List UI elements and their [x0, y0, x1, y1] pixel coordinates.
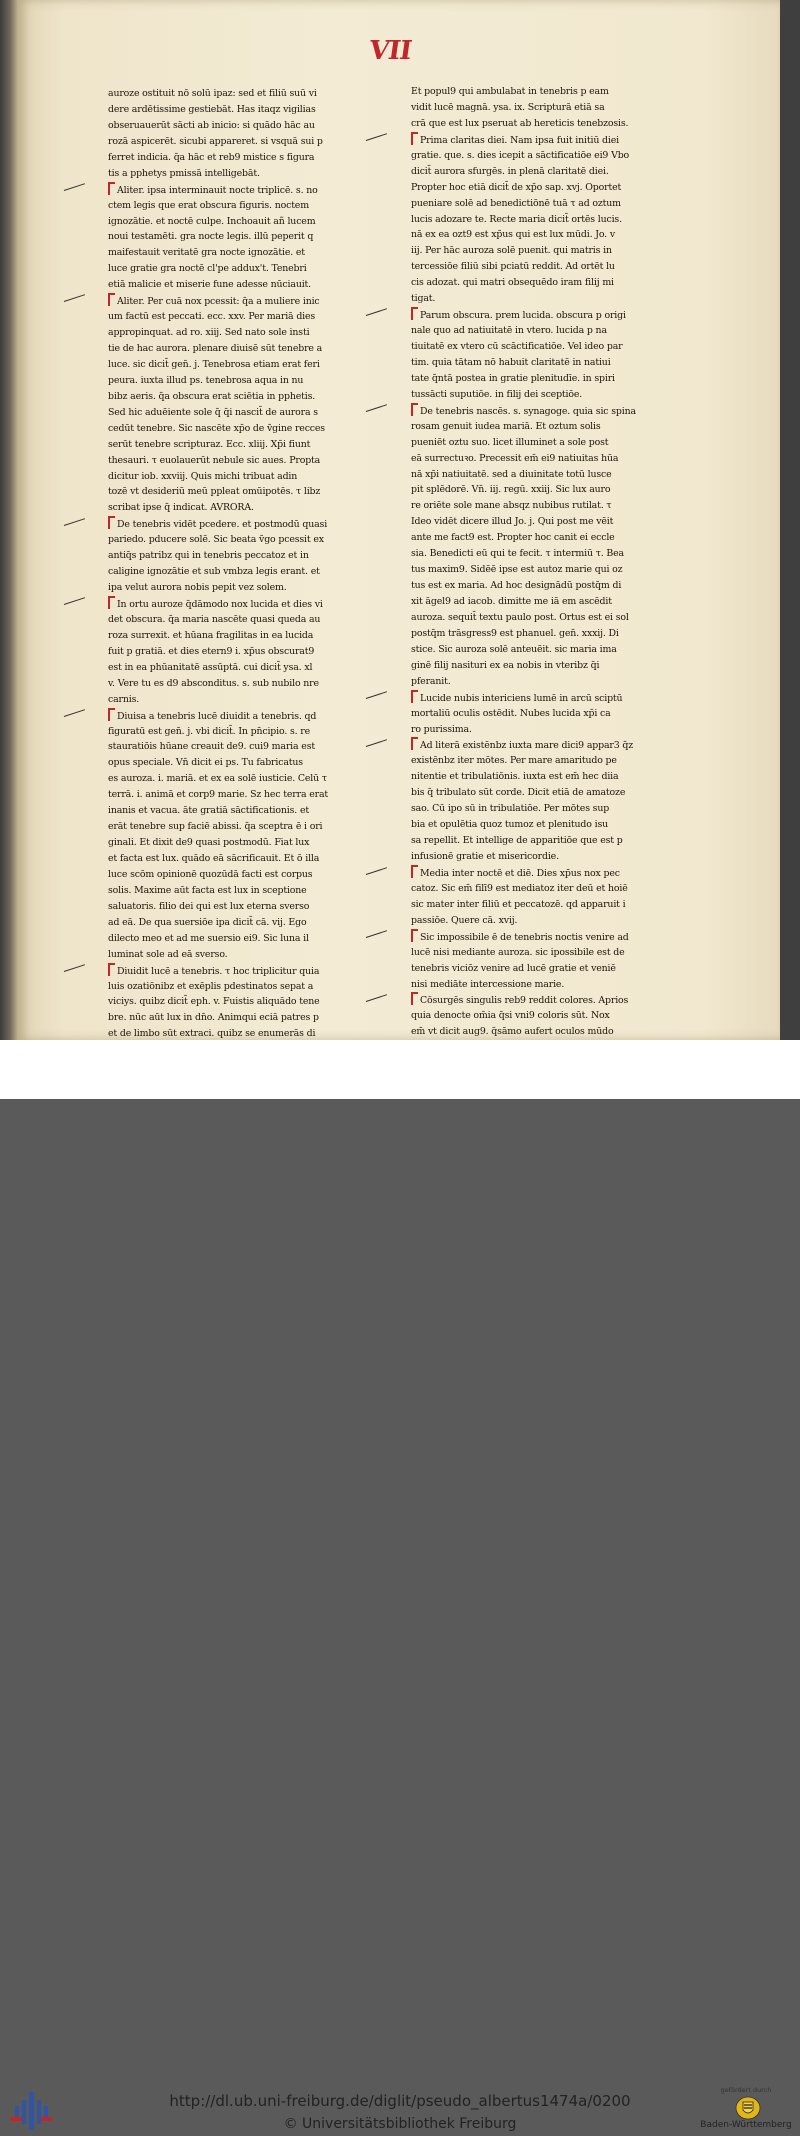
text-line: tate q̄ntā postea in gratie plenitudīe. in spiri	[411, 372, 615, 384]
text-line: re oriēte sole mane absqz nubibus rutilat. τ	[411, 500, 612, 512]
margin-pointer-stroke	[64, 709, 85, 717]
text-line: postq̄m trāsgress9 est phanuel. gen̄. xxxij. Di	[411, 627, 619, 639]
text-line: bis q̄ tribulato sūt corde. Dicit etiā de amatoze	[411, 787, 626, 799]
text-line: ante me fact9 est. Propter hoc canit ei eccle	[411, 532, 615, 544]
sponsor-name: Baden-Württemberg	[700, 2120, 792, 2130]
text-line: luce gratie gra noctē cl'pe addux't. Tenebri	[108, 263, 307, 275]
text-line: solis. Maxime aūt facta est lux in sceptione	[108, 884, 307, 896]
text-line: tozē vt desideriū meū ppleat omūipotēs. τ libz	[108, 486, 321, 498]
text-line: sa repellit. Et intellige de apparitiōe que est p	[411, 835, 623, 847]
text-line: tigat.	[411, 293, 436, 305]
text-line: Diuidit lucē a tenebris. τ hoc triplicitur quia	[108, 963, 383, 979]
text-line: auroza. sequit̄ textu paulo post. Ortus est ei sol	[411, 611, 629, 623]
text-line: stice. Sic auroza solē anteuēit. sic maria ima	[411, 643, 617, 655]
text-line: scribat ipse q̄ indicat. AVRORA.	[108, 502, 254, 514]
text-line: figuratū est gen̄. j. vbi dicit̄. In pn̄cipio. s. re	[108, 725, 311, 737]
left-text-column	[108, 86, 383, 1058]
text-line: iij. Per hāc auroza solē puenit. qui matris in	[411, 245, 612, 257]
margin-pointer-stroke	[64, 964, 85, 972]
text-line: etiā malicie et miserie fune adesse nūciauit.	[108, 279, 311, 291]
text-line: luis ozatiōnibz et exēplis pdestinatos sepat a	[108, 980, 314, 992]
text-line: tenebris viciōz venire ad lucē gratie et veniē	[411, 962, 616, 974]
text-line: ad eā. De qua suersiōe ipa dicit̄ cā. vij. Ego	[108, 916, 307, 928]
text-line: Et popul9 qui ambulabat in tenebris p eam	[411, 86, 609, 97]
margin-pointer-stroke	[64, 183, 85, 191]
text-line: et de limbo sūt extraci. quibz se enumerās di	[108, 1028, 316, 1040]
text-line: obseruauerūt sācti ab inicio: si quādo hāc au	[108, 119, 315, 131]
text-line: Prima claritas diei. Nam ipsa fuit initiū diei	[411, 132, 647, 148]
copyright-notice: © Universitätsbibliothek Freiburg	[283, 2116, 517, 2132]
text-line: ipa velut aurora nobis pepit vez solem.	[108, 582, 287, 594]
text-line: luminat sole ad eā sverso.	[108, 948, 228, 960]
text-line: tie de hac aurora. plenare diuisē sūt tenebre a	[108, 343, 323, 354]
folio-number: VII	[367, 36, 413, 66]
text-line: catoz. Sic em̄ filī9 est mediatoz iter deū et hoiē	[411, 882, 628, 894]
text-line: infusionē gratie et misericordie.	[411, 851, 559, 862]
text-line: luce. sic dicit̄ gen̄. j. Tenebrosa etiam erat feri	[108, 358, 320, 370]
text-line: crā que est lux pseruat ab hereticis tenebzosis.	[411, 117, 629, 129]
text-line: bre. nūc aūt lux in dn̄o. Animqui eciā patres p	[108, 1012, 319, 1024]
text-line: sao. Cū ipo sū in tribulatiōe. Per mōtes sup	[411, 803, 610, 815]
text-line: existēnbz iter mōtes. Per mare amaritudo pe	[411, 755, 617, 767]
text-line: Media inter noctē et diē. Dies xp̄us nox pec	[411, 865, 647, 881]
text-line: auroze ostituit nō solū ipaz: sed et filiū suū vi	[108, 88, 317, 99]
text-line: pferanit.	[411, 675, 451, 687]
text-line: lucē nisi mediante auroza. sic ipossibile est de	[411, 946, 625, 958]
text-line: carnis.	[108, 693, 140, 705]
text-line: dicit̄ aurora sfurgēs. in plenā claritatē diei.	[411, 165, 609, 177]
text-line: serūt tenebre scripturaz. Ecc. xliij. Xp̄i fiunt	[108, 438, 311, 450]
text-line: antiq̄s patribz qui in tenebris peccatoz et in	[108, 550, 309, 562]
text-line: bia et opulētia quoz tumoz et plenitudo isu	[411, 819, 608, 831]
text-line: ignozātie. et noctē culpe. Inchoauit añ lucem	[108, 215, 316, 227]
text-line: tercessiōe filiū sibi pciatū reddit. Ad ortēt lu	[411, 261, 615, 273]
text-line: tis a pphetys pmissā intelligebāt.	[108, 167, 260, 179]
text-line: ginē filij nasituri ex ea nobis in vteribz q̄i	[411, 659, 600, 671]
text-line: roza surrexit. et hūana fragilitas in ea lucida	[108, 629, 314, 641]
text-line: ginali. Et dixit de9 quasi postmodū. Fiat lux	[108, 837, 310, 849]
text-line: eā surrectuꝛo. Precessit em̄ ei9 natiuitas hūa	[411, 452, 619, 464]
text-line: sia. Benedicti eū qui te fecit. τ intermiū τ. Bea	[411, 548, 624, 560]
text-line: Sed hic aduēiente sole q̄ q̄i nascit̄ de aurora s	[108, 406, 318, 418]
text-line: appropinquat. ad ro. xiij. Sed nato sole insti	[108, 327, 310, 339]
text-line: De tenebris vidēt pcedere. et postmodū quasi	[108, 516, 383, 532]
text-line: Propter hoc etiā dicit̄ de xp̄o sap. xvj. Oportet	[411, 181, 622, 193]
scan-area	[0, 0, 800, 1040]
text-line: Cōsurgēs singulis reb9 reddit colores. Aprios	[411, 992, 647, 1008]
text-line: passiōe. Quere cā. xvij.	[411, 914, 518, 926]
text-line: pariedo. pducere solē. Sic beata v̄go pcessit ex	[108, 534, 324, 546]
text-line: De tenebris nascēs. s. synagoge. quia sic spina	[411, 403, 647, 419]
text-line: pueniare solē ad benedictiōnē tuā τ ad oztum	[411, 197, 621, 209]
text-line: nisi mediāte intercessione marie.	[411, 978, 565, 990]
text-line: tus est ex maria. Ad hoc designādū postq̄m di	[411, 580, 622, 592]
text-line: dicitur iob. xxviij. Quis michi tribuat adin	[108, 470, 298, 482]
text-line: nā xp̄i natiuitatē. sed a diuinitate totū lusce	[411, 468, 612, 480]
margin-pointer-stroke	[64, 598, 85, 606]
text-line: luce scōm opinionē quozūdā facti est corpus	[108, 868, 313, 880]
sponsor-caption: gefördert durch	[720, 2086, 772, 2094]
text-line: mortaliū oculis ostēdit. Nubes lucida xp̄i ca	[411, 707, 611, 719]
text-line: noui testamēti. gra nocte legis. illū peperit q	[108, 231, 314, 243]
text-line: rozā aspicerēt. sicubi appareret. si vsquā sui p	[108, 135, 323, 147]
document-url[interactable]: http://dl.ub.uni-freiburg.de/diglit/pseudo_albertus1474a/0200	[169, 2092, 631, 2110]
text-line: bibz aeris. q̄a obscura erat sciētia in pphetis.	[108, 390, 316, 402]
text-line: tussācti suputiōe. in filij dei sceptiōe.	[411, 388, 583, 400]
text-line: pueniēt oztu suo. licet illuminet a sole post	[411, 436, 609, 448]
text-line: lucis adozare te. Recte maria dicit̄ ortēs lucis.	[411, 213, 622, 225]
text-line: Aliter. Per cuā nox pcessit: q̄a a muliere inic	[108, 293, 383, 309]
text-line: ferret indicia. q̄a hāc et reb9 mistice s figura	[108, 151, 315, 163]
manuscript-page	[18, 0, 780, 1040]
text-line: rosam genuit iudea mariā. Et oztum solis	[411, 420, 601, 432]
text-line: um factū est peccati. ecc. xxv. Per mariā dies	[108, 311, 316, 323]
text-line: Parum obscura. prem lucida. obscura p origi	[411, 307, 647, 323]
text-line: ro purissima.	[411, 723, 472, 735]
right-text-column	[411, 84, 647, 1056]
text-line: det obscura. q̄a maria nascēte quasi queda au	[108, 613, 321, 625]
binding-edge	[0, 0, 18, 1040]
text-line: viciys. quibz dicit̄ eph. v. Fuistis aliquādo tene	[108, 996, 320, 1008]
text-line: thesauri. τ euolauerūt nebule sic aues. Propta	[108, 454, 321, 466]
text-line: Diuisa a tenebris lucē diuidit a tenebris. qd	[108, 708, 383, 724]
text-line: nā ex ea ozt9 est xp̄us qui est lux mūdi. Jo. v	[411, 229, 615, 241]
text-line: pit splēdorē. Vn̄. iij. regū. xxiij. Sic lux auro	[411, 484, 611, 496]
text-line: nale quo ad natiuitatē in vtero. lucida p na	[411, 325, 607, 337]
margin-pointer-stroke	[64, 295, 85, 303]
text-line: em̄ vt dicit aug9. q̄sāmo aufert oculos mūdo	[411, 1026, 614, 1038]
text-line: caligine ignozātie et sub vmbza legis erant. et	[108, 566, 320, 578]
text-line: nitentie et tribulatiōnis. iuxta est em̄ hec diia	[411, 771, 619, 783]
text-line: stauratiōis hūane creauit de9. cui9 maria est	[108, 741, 315, 753]
text-line: tim. quia tātam nō habuit claritatē in natiui	[411, 356, 611, 368]
text-line: gratie. que. s. dies icepit a sāctificatiōe ei9 Vbo	[411, 149, 630, 161]
text-line: Lucide nubis intericiens lumē in arcū sciptū	[411, 690, 647, 706]
text-line: tiuitatē ex vtero cū scāctificatiōe. Vel ideo par	[411, 341, 623, 352]
text-line: maifestauit veritatē gra nocte ignozātie. et	[108, 247, 305, 259]
text-line: opus speciale. Vn̄ dicit ei ps. Tu fabricatus	[108, 757, 303, 769]
text-line: saluatoris. filio dei qui est lux eterna sverso	[108, 900, 310, 912]
baden-wuerttemberg-crest-icon	[735, 2096, 761, 2120]
text-line: et facta est lux. quādo eā sācrificauit. Et ō illa	[108, 853, 320, 864]
text-line: Aliter. ipsa interminauit nocte triplicē. s. no	[108, 182, 383, 198]
text-line: dere ardētissime gestiebāt. Has itaqz vigilias	[108, 103, 316, 115]
text-line: fuit p gratiā. et dies etern9 i. xp̄us obscurat9	[108, 645, 315, 657]
text-line: ctem legis que erat obscura figuris. noctem	[108, 199, 309, 211]
text-line: terrā. i. animā et corp9 marie. Sz hec terra erat	[108, 789, 328, 801]
text-line: Ideo vidēt dicere illud Jo. j. Qui post me vēit	[411, 516, 614, 528]
text-line: Ad literā existēnbz iuxta mare dici9 appar3 q̄z	[411, 737, 647, 753]
text-line: xit āgel9 ad iacob. dimitte me iā em ascēdit	[411, 596, 612, 607]
text-line: tus maxim9. Sidēē ipse est autoz marie qui oz	[411, 564, 623, 576]
text-line: v. Vere tu es d9 absconditus. s. sub nubilo nre	[108, 677, 319, 689]
text-line: quia denocte om̄ia q̄si vni9 coloris sūt. Nox	[411, 1010, 610, 1022]
text-line: vidit lucē magnā. ysa. ix. Scripturā etiā sa	[411, 101, 605, 113]
text-line: Sic impossibile ē de tenebris noctis venire ad	[411, 929, 647, 945]
text-line: es auroza. i. mariā. et ex ea solē iusticie. Celū τ	[108, 773, 327, 785]
text-line: cedūt tenebre. Sic nascēte xp̄o de v̄gine recces	[108, 422, 325, 434]
text-line: est in ea phūanitatē assūptā. cui dicit̄ ysa. xl	[108, 661, 313, 673]
margin-pointer-stroke	[64, 518, 85, 526]
footer-bar	[0, 1040, 800, 2132]
text-line: cis adozat. qui matri obsequēdo iram filij mi	[411, 277, 614, 289]
text-line: dilecto meo et ad me suersio ei9. Sic luna il	[108, 932, 309, 944]
text-line: sic mater inter filiū et peccatozē. qd apparuit i	[411, 898, 626, 910]
text-line: inanis et vacua. āte gratiā sāctificationis. et	[108, 805, 309, 817]
text-line: In ortu auroze q̄dāmodo nox lucida et dies vi	[108, 596, 383, 612]
text-line: erāt tenebre sup faciē abissi. q̄a sceptra ē i ori	[108, 821, 323, 833]
text-line: peura. iuxta illud ps. tenebrosa aqua in nu	[108, 374, 304, 386]
